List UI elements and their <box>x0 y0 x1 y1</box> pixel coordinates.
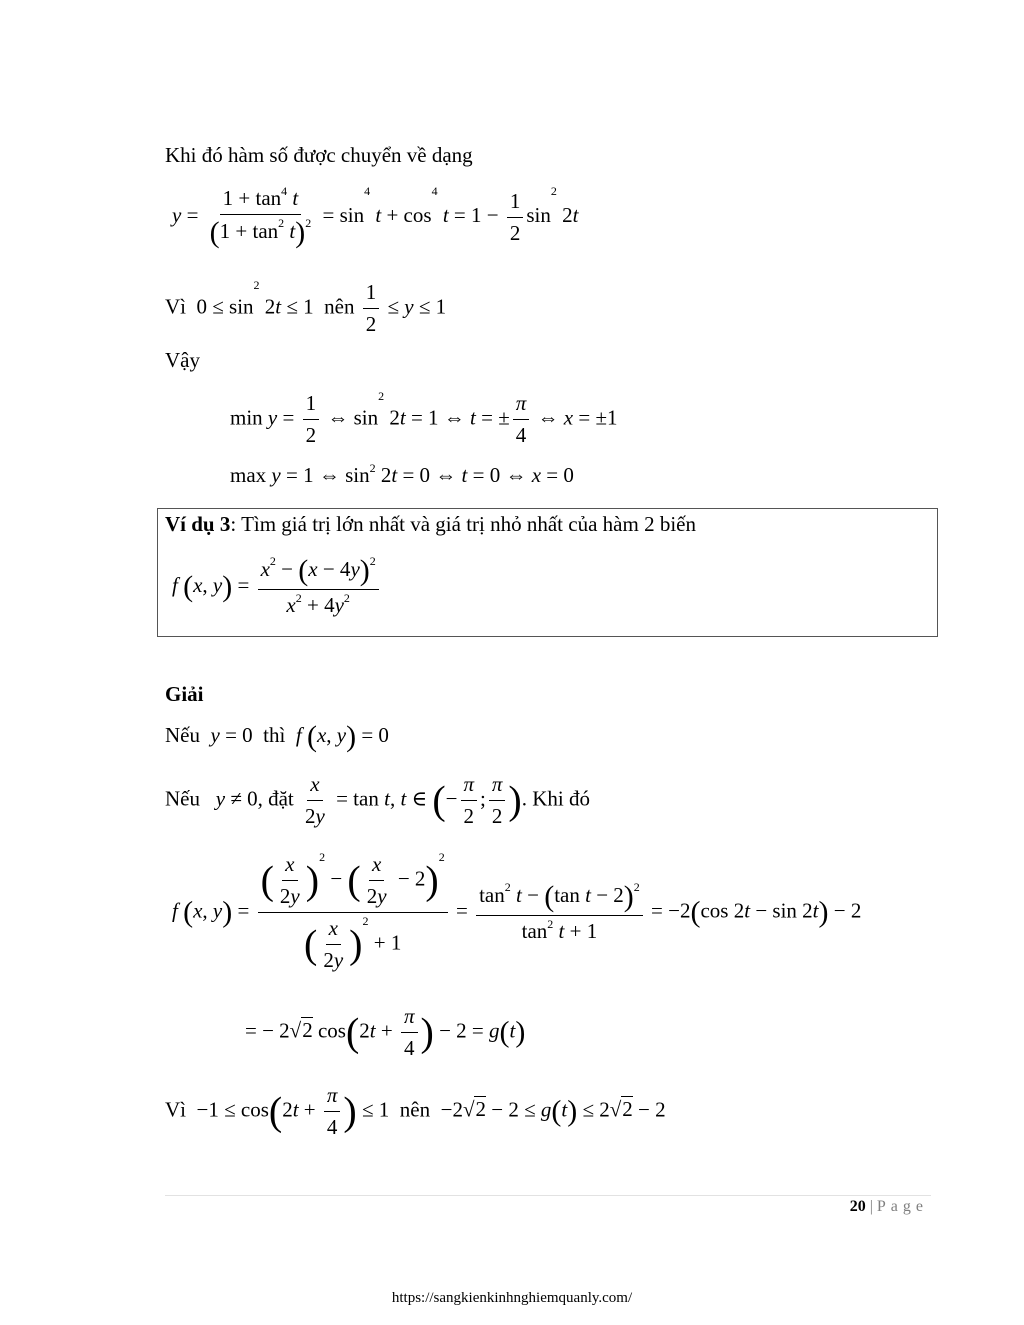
neu-label-1: Nếu <box>165 722 200 747</box>
example-heading <box>165 512 696 537</box>
case-nonzero-line: Nếu y ≠ 0, đặt $\frac{x}{2y}$ = tan t, t ∈ (− $\frac{\pi}{2}$ ; $\frac{\pi}{2}$ ). Khi đó <box>165 772 590 828</box>
max-line: max y = 1 ⇔ $\sin^2 2t = 0$ ⇔ t = 0 ⇔ x = 0 <box>230 461 574 487</box>
footer-divider <box>165 1195 931 1196</box>
dat-label: , đặt <box>257 786 294 811</box>
source-url-text[interactable]: https://sangkienkinhnghiemquanly.com/ <box>391 1290 633 1306</box>
nen-label-2: nên <box>399 1097 431 1122</box>
neu-label-2: Nếu <box>165 786 200 811</box>
g-definition-line: = − 2√2 cos(2t + $\frac{\pi}{4}$ ) − 2 = g(t) <box>245 1004 526 1060</box>
vi-label-2: Vì <box>165 1097 186 1122</box>
page-footer <box>850 1198 928 1216</box>
example-function: f (x, y) = $\frac{x^2 - (x - 4y)^2}{x^2 + 4y^2}$ <box>172 556 382 618</box>
nen-label: nên <box>324 294 355 319</box>
thi-label: thì <box>263 722 286 747</box>
khido-label: . Khi đó <box>521 786 590 811</box>
page-separator: | <box>869 1198 873 1215</box>
solution-heading <box>165 682 204 707</box>
case-zero-line: Nếu y = 0 thì f (x, y) = 0 <box>165 720 389 753</box>
page-number: 20 <box>849 1198 866 1215</box>
intro-text <box>165 143 473 168</box>
vay-label: Vậy <box>165 348 200 372</box>
example-text: : Tìm giá trị lớn nhất và giá trị nhỏ nhất của hàm 2 biến <box>230 512 696 536</box>
final-bound-line: Vì −1 ≤ cos(2t + $\frac{\pi}{4}$ ) ≤ 1 nên −2√2 − 2 ≤ g(t) ≤ 2√2 − 2 <box>165 1083 666 1139</box>
transform-equation: f (x, y) = ( $\frac{x}{2y}$ )$^2$ − ( $\frac{x}{2y}$ − 2)$^2$ ( $\frac{x}{2y}$ )$^2$ + 1 = $\frac{\tan^2 t - (\tan t - 2)^2}{\tan^2 t + 1}$ = −2(cos 2t − sin 2t) − 2 <box>172 850 862 972</box>
intro-label: Khi đó hàm số được chuyển về dạng <box>165 143 473 167</box>
vi-label: Vì <box>165 294 186 319</box>
example-label: Ví dụ 3 <box>165 512 231 536</box>
equation-1: y = $\frac{1 + \tan^4 t}{(1 + \tan^2 t)^2}$ = $\sin^4 t + \cos^4 t = 1$ − $\frac{1}{2}$ $\sin^2 2t$ <box>172 184 579 249</box>
page-label: Page <box>876 1198 928 1215</box>
giai-label: Giải <box>165 682 204 706</box>
conclusion-label <box>165 348 200 373</box>
min-line: min y = $\frac{1}{2}$ ⇔ $\sin^2 2t = 1$ ⇔ t = ± $\frac{\pi}{4}$ ⇔ x = ±1 <box>230 389 618 447</box>
bound-line: Vì $0 \le \sin^2 2t \le 1$ nên $\frac{1}{2}$ ≤ y ≤ 1 <box>165 278 447 336</box>
source-url[interactable] <box>0 1290 1024 1307</box>
